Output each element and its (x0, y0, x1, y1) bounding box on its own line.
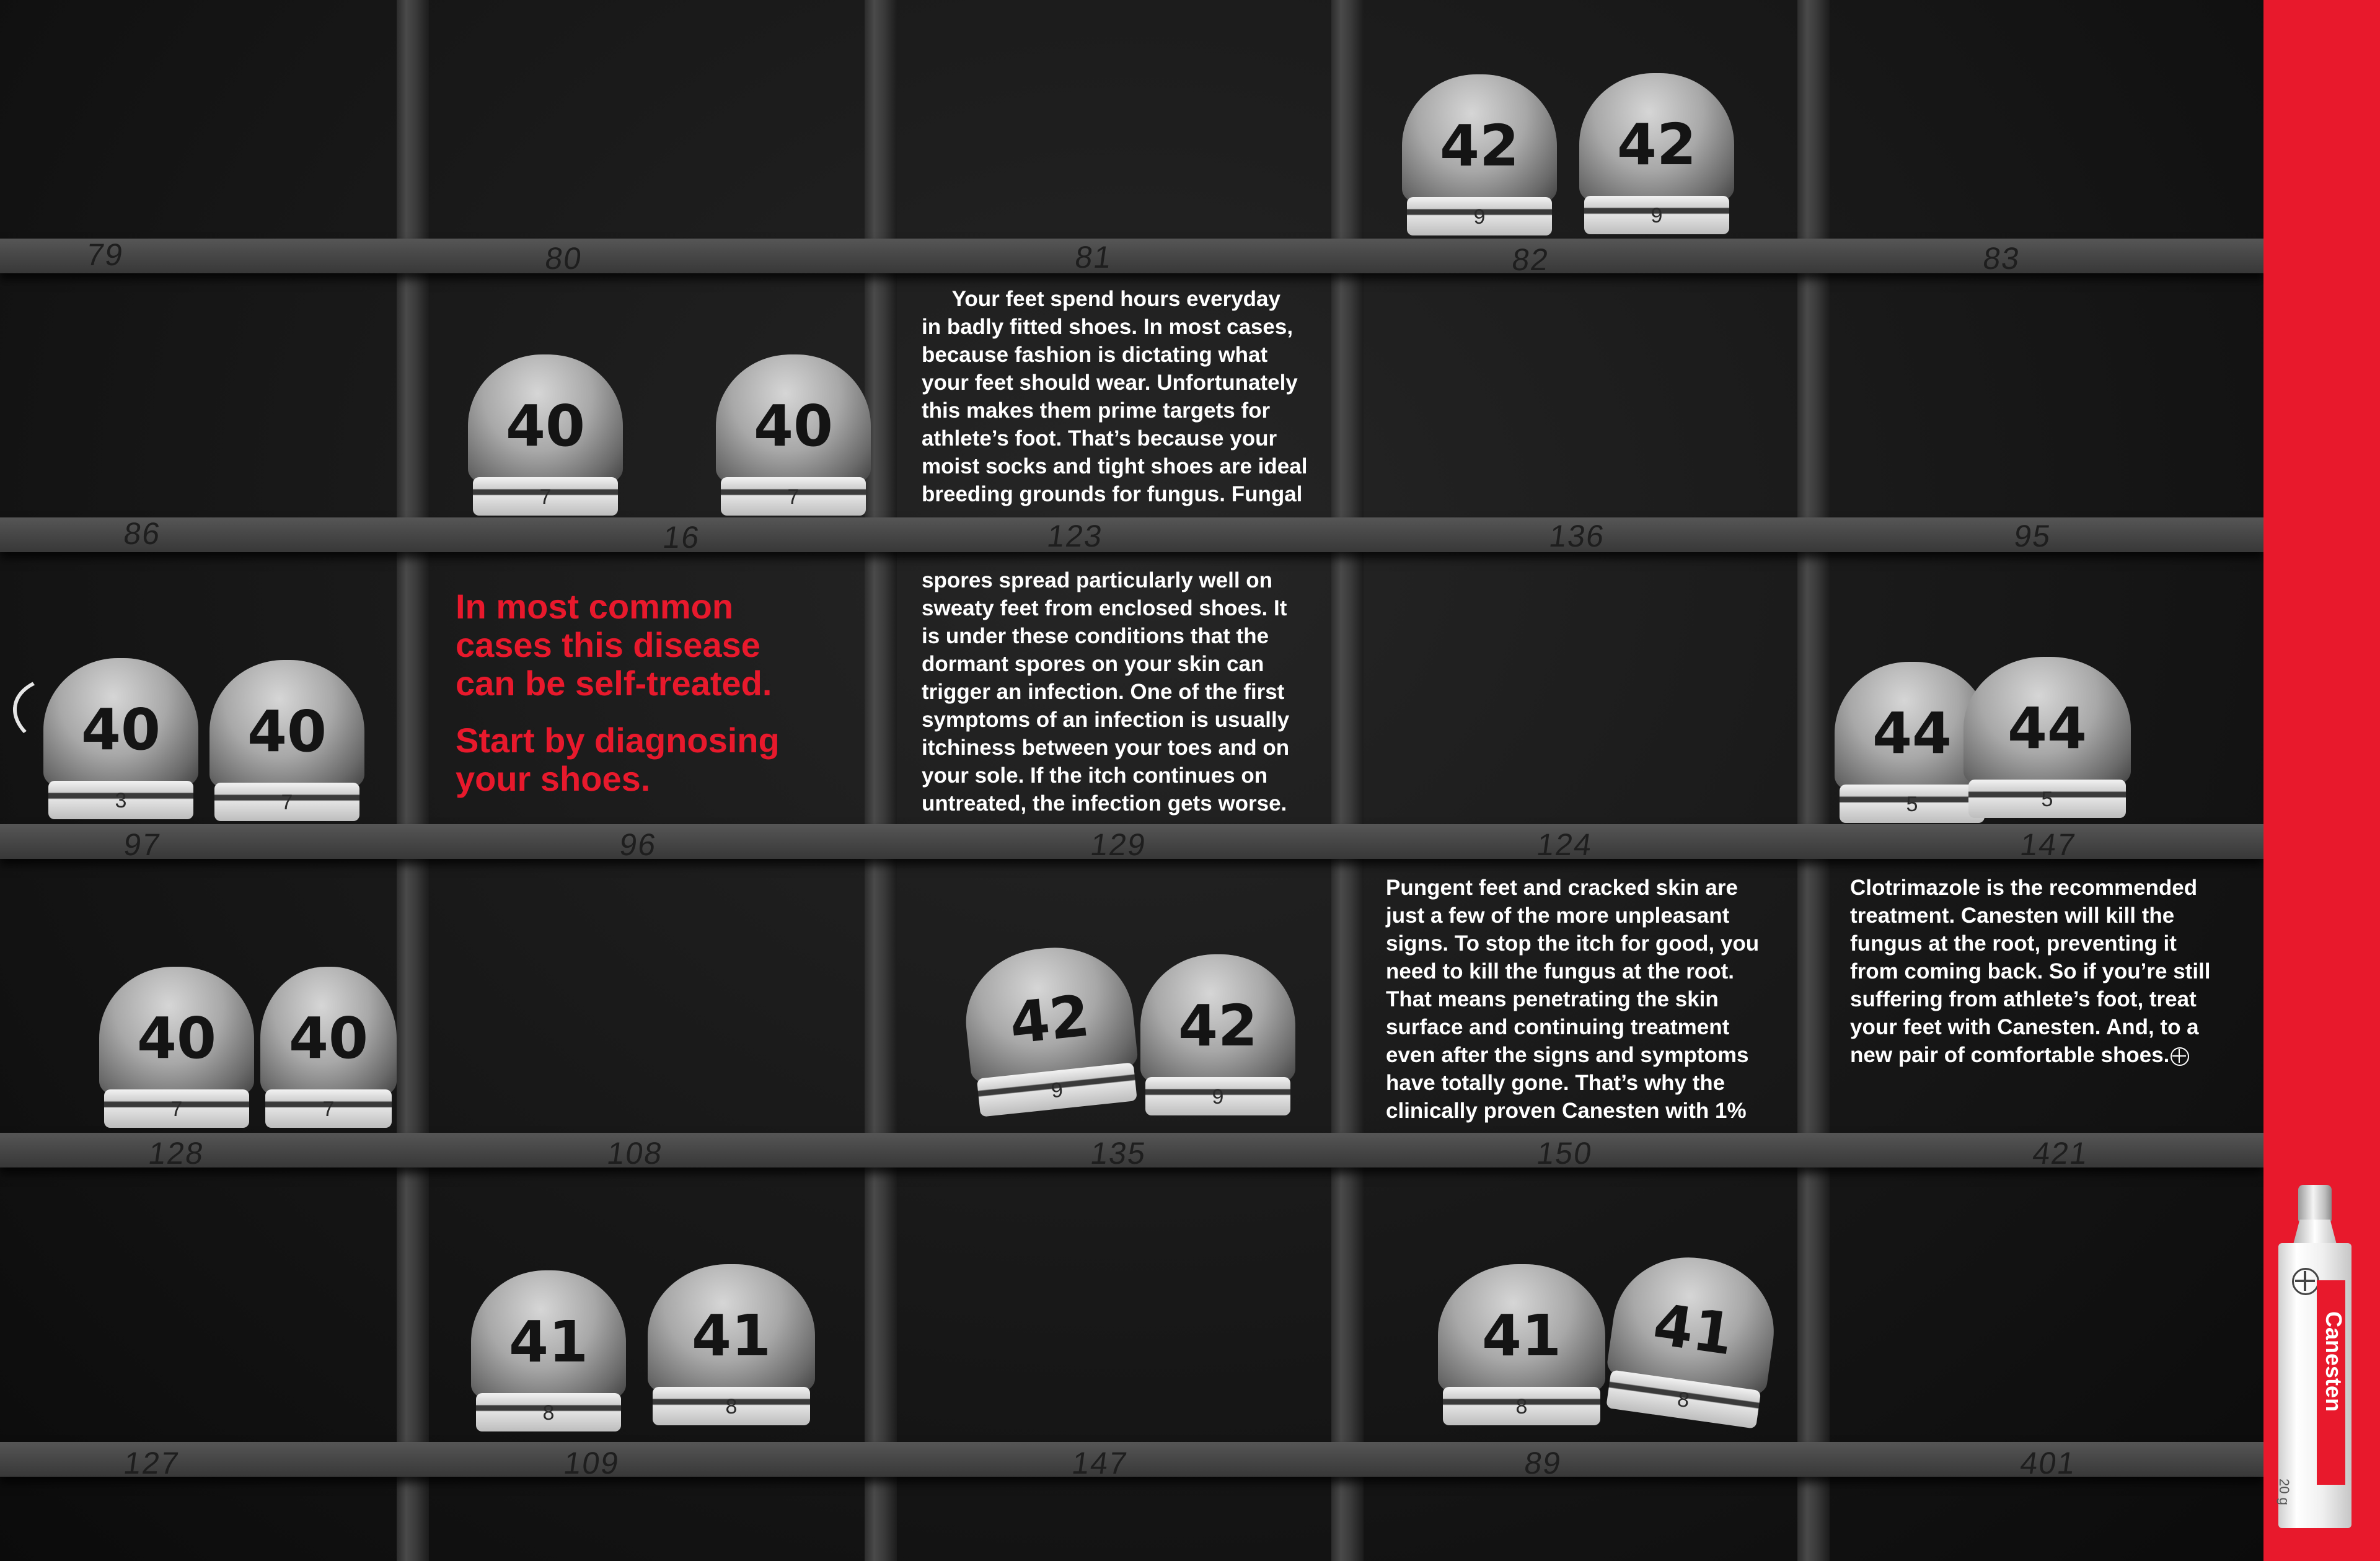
shoe-heel-number: 8 (1676, 1387, 1691, 1413)
bowling-shoe (716, 354, 871, 516)
slot-number: 95 (2012, 519, 2054, 553)
product-tube (2278, 1185, 2351, 1535)
tube-body (2278, 1243, 2351, 1528)
body-line: fungus at the root, preventing it (1850, 931, 2177, 956)
headline-line: In most common (456, 587, 734, 626)
bowling-shoe (1140, 954, 1295, 1115)
shoe-heel-number: 9 (1473, 205, 1486, 229)
body-line: Clotrimazole is the recommended (1850, 876, 2198, 900)
slot-number: 136 (1547, 519, 1608, 553)
headline-line: your shoes. (456, 759, 651, 798)
headline-line: Start by diagnosing (456, 721, 780, 760)
body-line: this makes them prime targets for (922, 398, 1271, 423)
slot-number: 89 (1522, 1446, 1564, 1480)
slot-number: 147 (1070, 1446, 1130, 1480)
bowling-shoe (1601, 1247, 1783, 1430)
body-line: because fashion is dictating what (922, 343, 1268, 367)
shoe-size: 42 (1007, 982, 1093, 1057)
shoe-size: 41 (508, 1309, 589, 1375)
shoe-heel-number: 3 (115, 789, 127, 812)
shoe-size: 40 (81, 697, 161, 763)
bowling-shoe (1402, 74, 1557, 235)
cubby-post (397, 0, 429, 1561)
slot-number: 81 (1073, 240, 1115, 275)
body-line: signs. To stop the itch for good, you (1386, 931, 1760, 956)
bowling-shoe (1579, 73, 1734, 234)
shoe-size: 42 (1616, 112, 1697, 178)
body-copy-block (1850, 874, 2247, 1069)
bowling-shoe (99, 967, 254, 1128)
shoe-heel-number: 8 (1515, 1395, 1528, 1418)
shoe-heel-number: 9 (1050, 1078, 1064, 1103)
body-line: have totally gone. That’s why the (1386, 1071, 1726, 1095)
slot-number: 97 (121, 827, 164, 862)
shoe-heel-number: 7 (170, 1097, 183, 1121)
body-line: sweaty feet from enclosed shoes. It (922, 596, 1287, 620)
shoe-heel-number: 7 (281, 791, 293, 814)
slot-number: 83 (1981, 241, 2023, 276)
bowling-shoe (260, 967, 397, 1128)
cubby-post (1797, 0, 1830, 1561)
bowling-shoe (468, 354, 623, 516)
body-copy-block (922, 566, 1318, 817)
slot-number: 129 (1088, 827, 1149, 862)
body-line: moist socks and tight shoes are ideal (922, 454, 1308, 478)
cubby-post (865, 0, 897, 1561)
body-line: trigger an infection. One of the first (922, 680, 1285, 704)
shoe-size: 40 (136, 1005, 217, 1071)
body-line (1850, 1041, 2247, 1069)
bayer-cross-icon (2171, 1047, 2189, 1066)
body-line: your feet should wear. Unfortunately (922, 371, 1298, 395)
bowling-shoe (1963, 657, 2131, 818)
body-line: need to kill the fungus at the root. (1386, 959, 1734, 983)
shoe-heel-number: 8 (725, 1395, 738, 1418)
slot-number: 108 (605, 1136, 666, 1171)
cubby-shelf (0, 239, 2263, 273)
tube-cap (2298, 1185, 2332, 1222)
body-line: Your feet spend hours everyday (922, 287, 1280, 311)
body-line: in badly fitted shoes. In most cases, (922, 315, 1294, 339)
headline (456, 587, 780, 798)
body-line: from coming back. So if you’re still (1850, 959, 2211, 983)
shoe-heel-number: 7 (539, 485, 552, 509)
slot-number: 86 (121, 516, 164, 551)
shoe-size: 42 (1439, 113, 1520, 179)
body-line: is under these conditions that the (922, 624, 1269, 648)
slot-number: 79 (84, 237, 126, 272)
slot-number: 421 (2030, 1136, 2091, 1171)
slot-number: 147 (2018, 827, 2079, 862)
headline-line: cases this disease (456, 625, 760, 664)
body-line: surface and continuing treatment (1386, 1015, 1730, 1039)
body-line: Pungent feet and cracked skin are (1386, 876, 1738, 900)
shoe-size: 41 (1649, 1291, 1737, 1368)
shoe-heel-number: 9 (1651, 204, 1663, 227)
slot-number: 401 (2018, 1446, 2079, 1480)
body-line: suffering from athlete’s foot, treat (1850, 987, 2197, 1011)
slot-number: 123 (1045, 519, 1106, 553)
shoe-size: 41 (1481, 1303, 1562, 1369)
body-line: your sole. If the itch continues on (922, 763, 1268, 788)
tube-weight-text: 20 g (2276, 1479, 2292, 1505)
bowling-shoe (209, 660, 364, 821)
body-line: itchiness between your toes and on (922, 736, 1290, 760)
body-line: treatment. Canesten will kill the (1850, 904, 2175, 928)
shoe-size: 40 (247, 698, 327, 765)
body-line: even after the signs and symptoms (1386, 1043, 1749, 1067)
cubby-shelf (0, 1442, 2263, 1477)
shoe-size: 41 (691, 1303, 772, 1369)
slot-number: 150 (1535, 1136, 1595, 1171)
shoe-size: 40 (753, 393, 834, 459)
shoe-size: 42 (1178, 993, 1258, 1059)
tube-brand-text: Canesten (2321, 1311, 2347, 1412)
body-line: just a few of the more unpleasant (1386, 904, 1730, 928)
slot-number: 109 (562, 1446, 622, 1480)
headline-line: can be self-treated. (456, 664, 772, 703)
shoe-size: 40 (288, 1005, 369, 1071)
shoe-size: 44 (2007, 695, 2087, 762)
bowling-shoe (1438, 1264, 1605, 1425)
body-line: your feet with Canesten. And, to a (1850, 1015, 2199, 1039)
bayer-cross-icon (2292, 1268, 2319, 1295)
body-line: breeding grounds for fungus. Fungal (922, 482, 1303, 506)
body-line-text: new pair of comfortable shoes. (1850, 1043, 2170, 1067)
slot-number: 96 (617, 827, 659, 862)
body-line: untreated, the infection gets worse. (922, 791, 1287, 816)
body-line: clinically proven Canesten with 1% (1386, 1099, 1747, 1123)
shoe-size: 40 (505, 393, 586, 459)
shoe-heel-number: 5 (2041, 788, 2053, 811)
slot-number: 16 (661, 520, 703, 555)
bowling-shoe (648, 1264, 815, 1425)
bowling-shoe (471, 1270, 626, 1431)
body-line: athlete’s foot. That’s because your (922, 426, 1277, 451)
slot-number: 124 (1535, 827, 1595, 862)
body-copy-block (922, 285, 1318, 508)
shoe-heel-number: 9 (1212, 1085, 1224, 1109)
cubby-shelf (0, 517, 2263, 552)
slot-number: 135 (1088, 1136, 1149, 1171)
bowling-shoe (959, 940, 1142, 1118)
body-line: That means penetrating the skin (1386, 987, 1719, 1011)
slot-number: 80 (543, 241, 585, 276)
shoe-heel-number: 5 (1906, 793, 1918, 816)
shoe-heel-number: 7 (322, 1097, 335, 1121)
body-copy-block (1386, 874, 1783, 1125)
cubby-post (1331, 0, 1364, 1561)
shoe-size: 44 (1872, 700, 1952, 767)
body-line: dormant spores on your skin can (922, 652, 1264, 676)
shoe-heel-number: 7 (787, 485, 800, 509)
slot-number: 128 (146, 1136, 207, 1171)
shoe-heel-number: 8 (542, 1401, 555, 1425)
body-line: spores spread particularly well on (922, 568, 1273, 592)
slot-number: 127 (121, 1446, 182, 1480)
body-line: symptoms of an infection is usually (922, 708, 1290, 732)
tube-neck (2293, 1220, 2337, 1244)
slot-number: 82 (1510, 242, 1552, 277)
